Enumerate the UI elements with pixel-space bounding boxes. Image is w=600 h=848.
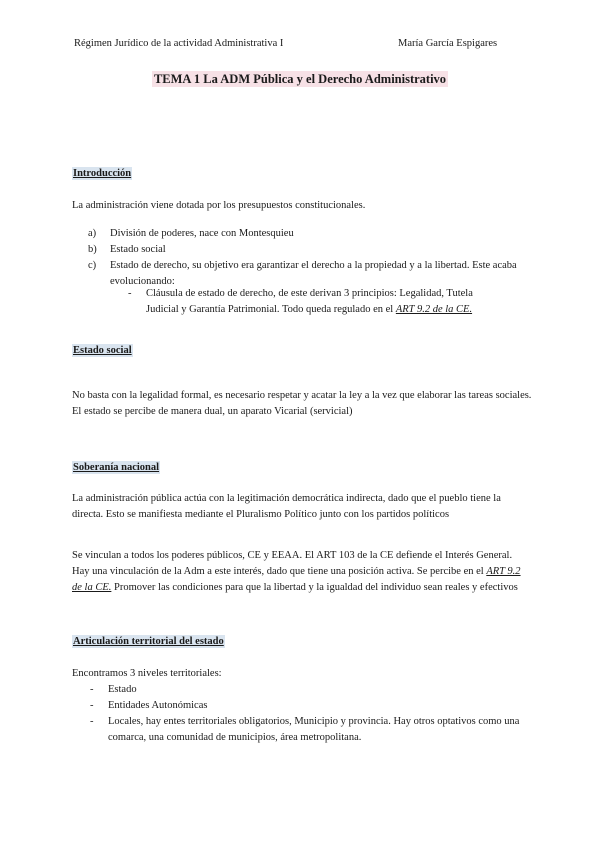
list-item: c) Estado de derecho, su objetivo era garantizar el derecho a la propiedad y a la libertad. Este acaba evolucionando: [88, 260, 517, 287]
articulacion-intro: Encontramos 3 niveles territoriales: [72, 668, 222, 679]
heading-soberania: Soberanía nacional [73, 462, 160, 473]
list-item: b) Estado social [88, 244, 166, 255]
intro-paragraph: La administración viene dotada por los presupuestos constitucionales. [72, 200, 366, 211]
list-item: a) División de poderes, nace con Montesquieu [88, 228, 294, 239]
estado-social-paragraph: No basta con la legalidad formal, es necesario respetar y acatar la ley a la vez que elaborar las tareas sociales. El estado se percibe de manera dual, un aparato Vicarial (servicial) [72, 390, 532, 417]
heading-articulacion: Articulación territorial del estado [73, 636, 224, 647]
list-item: - Locales, hay entes territoriales obligatorios, Municipio y provincia. Hay otros optativos como una comarca, una comunidad de municipios, área metropolitana. [90, 716, 520, 743]
header-left: Régimen Jurídico de la actividad Administrativa I [74, 38, 284, 49]
intro-list [88, 226, 520, 290]
heading-estado-social: Estado social [73, 345, 132, 356]
sub-list-item: - Cláusula de estado de derecho, de este derivan 3 principios: Legalidad, Tutela Judicial y Garantía Patrimonial. Todo queda regulado en el ART 9.2 de la CE. [128, 288, 473, 315]
header-right: María García Espigares [398, 38, 498, 49]
article-link[interactable]: ART 9.2 de la CE. [395, 304, 473, 315]
soberania-paragraph-1: La administración pública actúa con la legitimación democrática indirecta, dado que el pueblo tiene la directa. Esto se manifiesta mediante el Pluralismo Político junto con los partidos políticos [72, 493, 501, 520]
soberania-paragraph-2: Se vinculan a todos los poderes públicos, CE y EEAA. El ART 103 de la CE defiende el Interés General. Hay una vinculación de la Adm a este interés, dado que tiene una posición activa. Se percibe en el ART 9.2 de la CE. Promover las condiciones para que la libertad y la igualdad del individuo sean reales y efectivos [72, 550, 521, 593]
list-item: - Entidades Autonómicas [90, 700, 208, 711]
page-title: TEMA 1 La ADM Pública y el Derecho Administrativo [153, 72, 447, 86]
articulacion-list [90, 682, 528, 746]
list-item: - Estado [90, 684, 137, 695]
article-link[interactable]: ART 9.2 de la CE. [72, 566, 521, 593]
heading-introduccion: Introducción [73, 168, 132, 179]
